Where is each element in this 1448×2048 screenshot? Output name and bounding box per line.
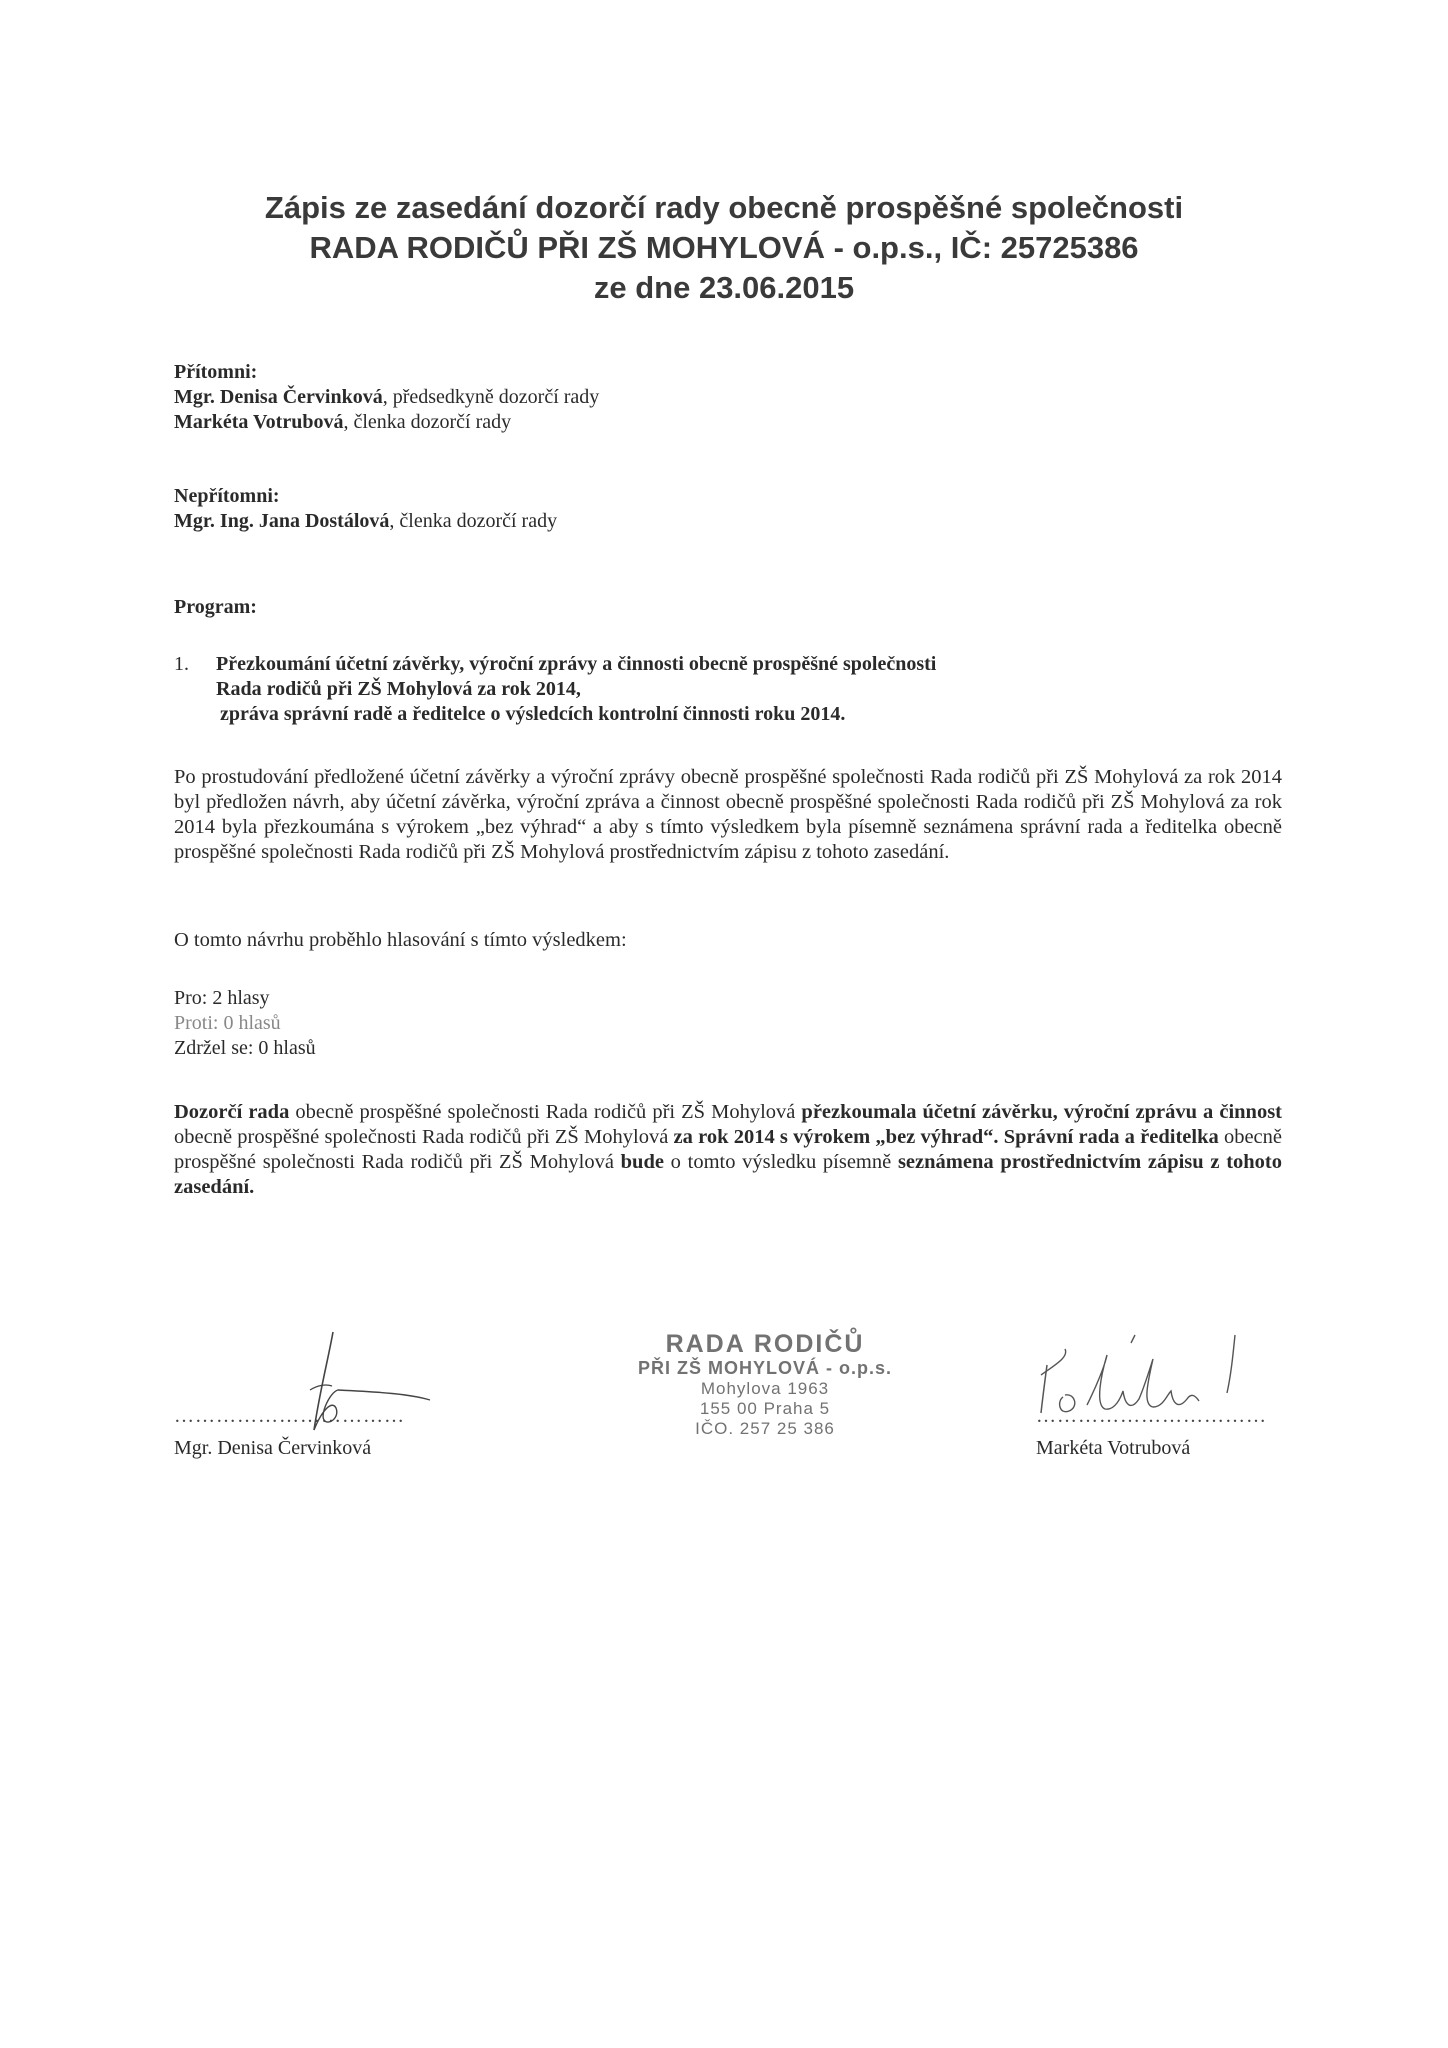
title-line-1: Zápis ze zasedání dozorčí rady obecně prospěšné společnosti [264, 190, 1184, 225]
vote-against: Proti: 0 hlasů [174, 1012, 281, 1034]
stamp-line: IČO. 257 25 386 [695, 1419, 835, 1438]
stamp-line: Mohylova 1963 [700, 1379, 830, 1398]
program-item-line: Rada rodičů při ZŠ Mohylová za rok 2014, [216, 678, 581, 700]
vote-results [174, 986, 316, 1061]
present-heading: Přítomni: [174, 361, 258, 383]
present-member: Markéta Votrubová, členka dozorčí rady [174, 411, 512, 433]
paragraph-review: Po prostudování předložené účetní závěrky a výroční zprávy obecně prospěšné společnosti Rada rodičů při ZŠ Mohylová za rok 2014 byl předložen návrh, aby účetní závěrka, výroční zpráva a činnost obecně prospěšné společnosti Rada rodičů při ZŠ Mohylová za rok 2014 byla přezkoumána s výrokem „bez výhrad“ a aby s tímto výsledkem byla písemně seznámena správní rada a ředitelka obecně prospěšné společnosti Rada rodičů při ZŠ Mohylová prostřednictvím zápisu z tohoto zasedání. [174, 766, 1282, 863]
program-item-line: zpráva správní radě a ředitelce o výsledcích kontrolní činnosti roku 2014. [220, 703, 846, 725]
program-item-number: 1. [174, 653, 189, 675]
organization-stamp [610, 1330, 920, 1439]
signature-line-right: …………………………… [1036, 1405, 1267, 1427]
paragraph-vote-intro: O tomto návrhu proběhlo hlasování s tímto výsledkem: [174, 929, 627, 951]
absent-section [174, 484, 557, 534]
program-item-line: Přezkoumání účetní závěrky, výroční zprávy a činnosti obecně prospěšné společnosti [216, 653, 937, 675]
present-member: Mgr. Denisa Červinková, předsedkyně dozorčí rady [174, 386, 600, 408]
absent-member: Mgr. Ing. Jana Dostálová, členka dozorčí rady [174, 510, 558, 532]
document-title [0, 188, 1448, 308]
signature-name-left: Mgr. Denisa Červinková [174, 1437, 372, 1459]
stamp-line: 155 00 Praha 5 [699, 1399, 831, 1418]
title-line-3: ze dne 23.06.2015 [593, 270, 855, 305]
program-heading: Program: [174, 596, 257, 618]
present-section [174, 360, 599, 435]
signature-name-right: Markéta Votrubová [1036, 1437, 1191, 1459]
stamp-line: PŘI ZŠ MOHYLOVÁ - o.p.s. [637, 1358, 892, 1378]
program-item [174, 652, 1274, 727]
vote-abstain: Zdržel se: 0 hlasů [174, 1037, 316, 1059]
stamp-line: RADA RODIČŮ [665, 1330, 865, 1358]
title-line-2: RADA RODIČŮ PŘI ZŠ MOHYLOVÁ - o.p.s., IČ: 25725386 [309, 230, 1139, 265]
absent-heading: Nepřítomni: [174, 485, 280, 507]
vote-for: Pro: 2 hlasy [174, 987, 270, 1009]
paragraph-conclusion: Dozorčí rada obecně prospěšné společnosti Rada rodičů při ZŠ Mohylová přezkoumala účetní závěrku, výroční zprávu a činnost obecně prospěšné společnosti Rada rodičů při ZŠ Mohylová za rok 2014 s výrokem „bez výhrad“. Správní rada a ředitelka obecně prospěšné společnosti Rada rodičů při ZŠ Mohylová bude o tomto výsledku písemně seznámena prostřednictvím zápisu z tohoto zasedání. [174, 1101, 1283, 1198]
signature-line-left: …………………………… [174, 1405, 405, 1427]
